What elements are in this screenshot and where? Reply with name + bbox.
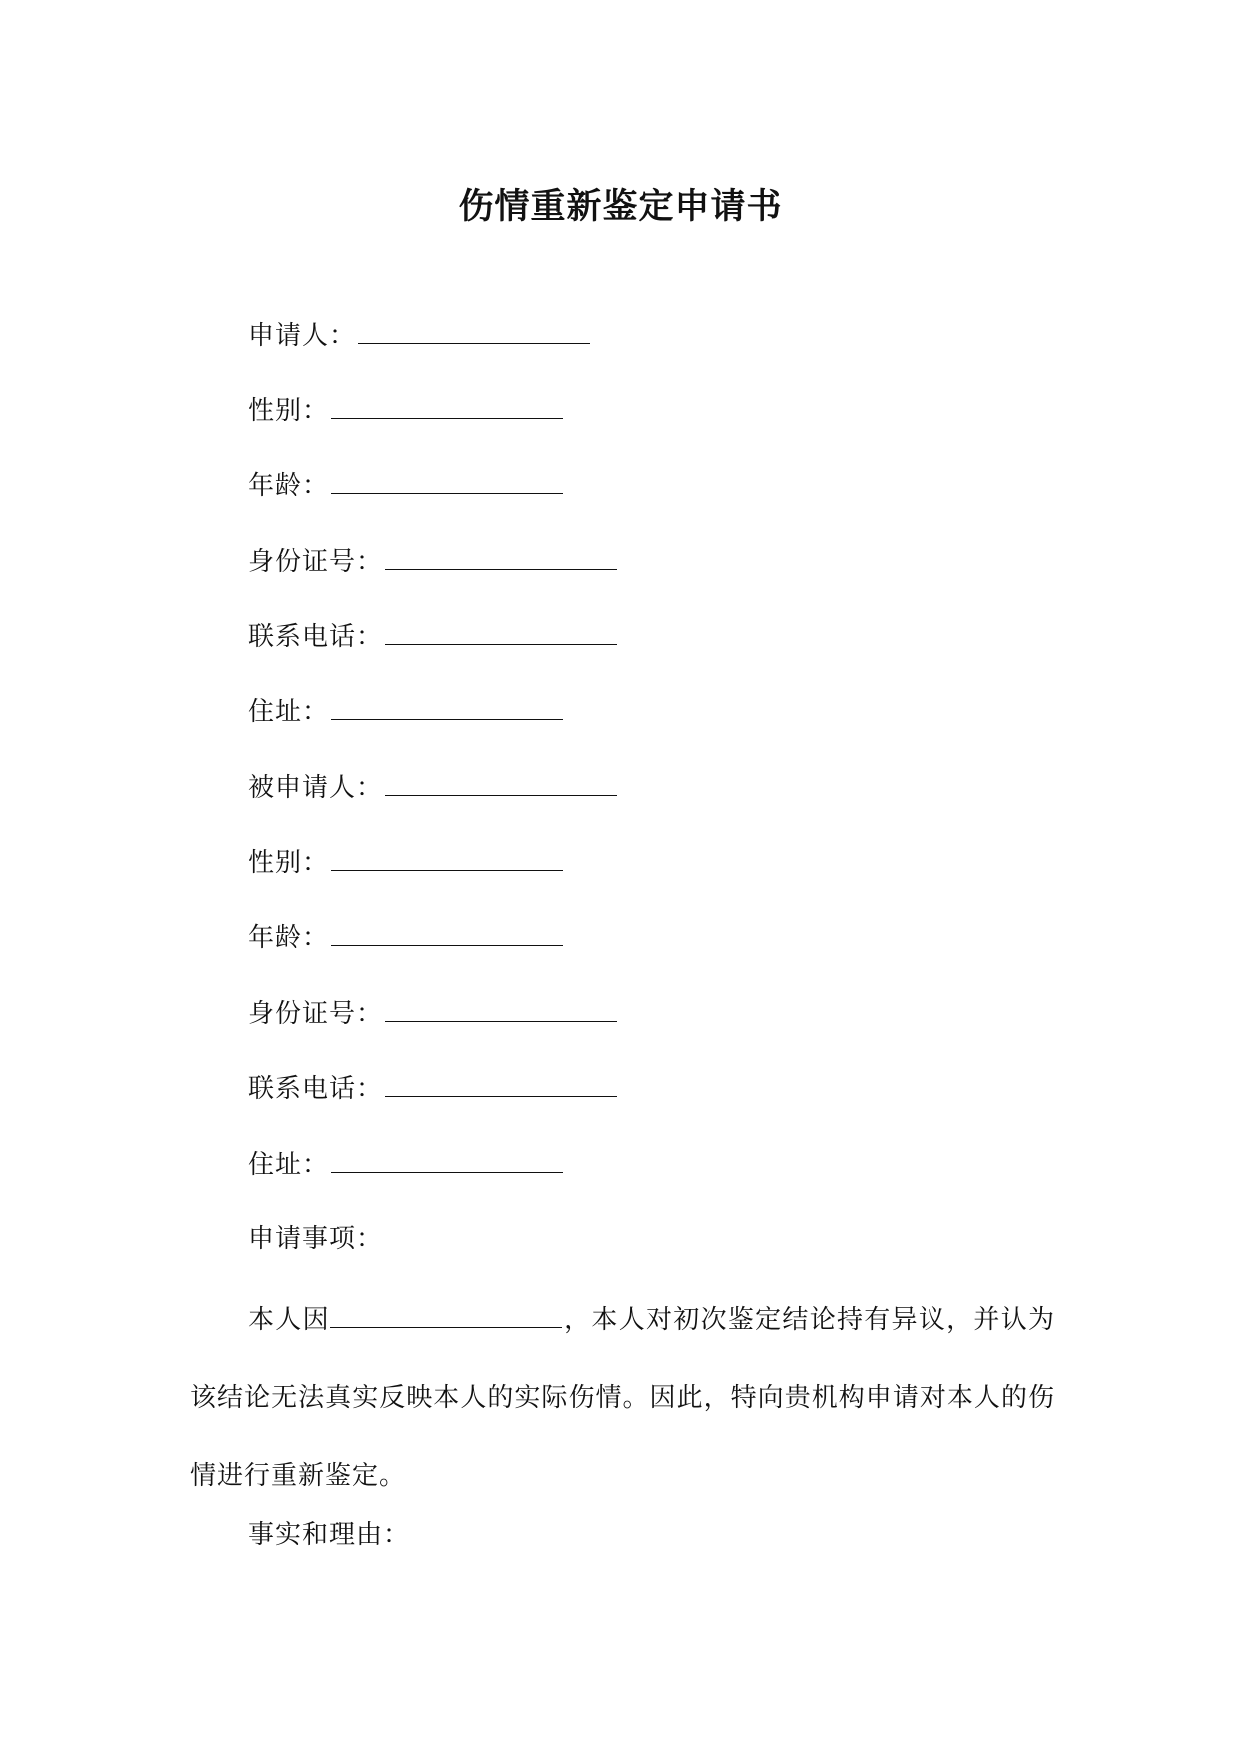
request-prefix: 本人因 [248, 1305, 330, 1335]
field-blank[interactable] [331, 465, 563, 494]
field-label: 住址： [248, 1150, 330, 1180]
reason-blank[interactable] [330, 1299, 562, 1328]
form-field-row [248, 541, 617, 582]
field-blank[interactable] [385, 541, 617, 570]
form-field-row [248, 616, 617, 657]
document-title: 伤情重新鉴定申请书 [458, 186, 783, 227]
field-blank[interactable] [331, 390, 563, 419]
form-field-row [248, 465, 563, 506]
field-label: 申请人： [248, 321, 357, 351]
field-blank[interactable] [331, 691, 563, 720]
field-label: 年龄： [248, 923, 330, 953]
field-blank[interactable] [331, 842, 563, 871]
field-label: 被申请人： [248, 773, 384, 803]
field-label: 性别： [248, 848, 330, 878]
form-field-row [248, 691, 563, 732]
form-field-row [248, 390, 563, 431]
field-label: 住址： [248, 697, 330, 727]
form-field-row [248, 1144, 563, 1185]
field-blank[interactable] [331, 1144, 563, 1173]
form-field-row [248, 917, 563, 958]
field-label: 年龄： [248, 471, 330, 501]
form-field-row [248, 767, 617, 808]
field-blank[interactable] [331, 917, 563, 946]
field-label: 联系电话： [248, 1074, 384, 1104]
request-heading: 申请事项： [248, 1224, 384, 1254]
request-body: ，本人对初次鉴定结论持有异议，并认为该结论无法真实反映本人的实际伤情。因此，特向贵机构申请对本人的伤情进行重新鉴定。 [190, 1305, 1055, 1491]
field-blank[interactable] [385, 767, 617, 796]
field-blank[interactable] [385, 993, 617, 1022]
form-field-row [248, 315, 590, 356]
form-field-row [248, 1068, 617, 1109]
facts-heading: 事实和理由： [248, 1520, 411, 1550]
field-label: 联系电话： [248, 622, 384, 652]
field-label: 身份证号： [248, 999, 384, 1029]
field-blank[interactable] [385, 1068, 617, 1097]
field-label: 性别： [248, 396, 330, 426]
field-blank[interactable] [358, 315, 590, 344]
form-field-row [248, 842, 563, 883]
field-label: 身份证号： [248, 547, 384, 577]
form-field-row [248, 993, 617, 1034]
request-paragraph [190, 1281, 1055, 1515]
field-blank[interactable] [385, 616, 617, 645]
